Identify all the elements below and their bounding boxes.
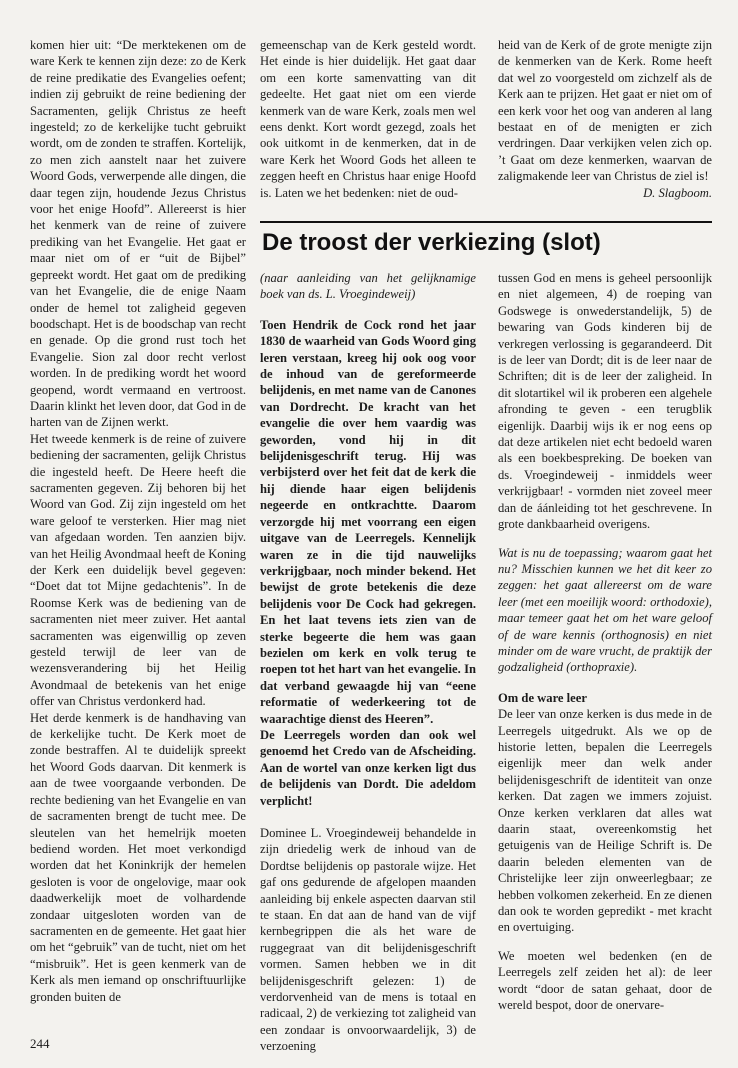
lead-paragraph-2: De Leerregels worden dan ook wel genoemd het Credo van de Afscheiding. Aan de wortel van onze kerken ligt dus de belijdenis van Dordt. Die adeldom verplicht! [260, 727, 476, 808]
paragraph-third-mark: Het derde kenmerk is de handhaving van de kerkelijke tucht. De Kerk moet de zonde bestraffen. Al te duidelijk spreekt het Woord Gods daarvan. Dit kenmerk is aan de twee voorgaande verbonden. De rechte bediening van het Evangelie en van de sacramenten brengt de tucht mee. De sleutelen van het hemelrijk moeten bediend worden. Het moet verkondigd worden dat het Koninkrijk der hemelen gesloten is voor de ongelovige, maar ook daadwerkelijk moet de volhardende zondaar uitgesloten worden van de sacramenten en de gemeente. Het gaat hier om het “gebruik” van de tucht, niet om het “misbruik”. Het is geen kenmerk van de Kerk als men iemand op onschriftuurlijke gronden buiten de [30, 710, 246, 1004]
previous-article-column-1 [30, 37, 246, 1005]
body-paragraph: Dominee L. Vroegindeweij behandelde in zijn driedelig werk de inhoud van de Dordtse belijdenis op pastorale wijze. Het gaf ons gedurende de afgelopen maanden aanleiding bij enkele aspecten daarvan stil te staan. En dat aan de hand van de vijf kernbegrippen die als het ware de ruggegraat van dit belijdenisgeschrift vormen. Samen hebben we in dit belijdenisgeschrift gelezen: 1) de verdorvenheid van de mens is totaal en radicaal, 2) de verkiezing tot zaligheid van een zondaar is onvoorwaardelijk, 3) de verzoening [260, 826, 476, 1054]
paragraph-marks-of-church: komen hier uit: “De merktekenen om de ware Kerk te kennen zijn deze: zo de Kerk de reine predikatie des Evangelies oefent; indien zij gebruikt de reine bediening der Sacramenten, gelijk Christus ze heeft ingesteld; zo de kerkelijke tucht gebruikt wordt, om de zonden te straffen. Kortelijk, zo men zich aanstelt naar het zuivere Woord Gods, verwerpende alle dingen, die daar tegen zijn, houdende Jezus Christus voor het enige Hoofd”. Allereerst is hier het kenmerk van de reine of zuivere prediking van het Evangelie. Het gaat er maar niet om of er “uit de Bijbel” gepreekt wordt. Het gaat om de prediking van het Evangelie, die de enige Naam onder de hemel tot zaligheid gegeven boodschapt. Het is de boodschap van recht en genade. Op die grond rust toch het Evangelie. Sion zal door recht verlost worden. In de prediking wordt het woord geopend, wordt vermaand en vertroost. Daarin klinkt het leven door, dat God in de harten van de Zijnen werkt. [30, 38, 246, 430]
paragraph-second-mark: Het tweede kenmerk is de reine of zuivere bediening der sacramenten, gelijk Christus die ingesteld heeft. De Heere heeft die sacramenten gegeven. Zij behoren bij het Woord van God. Zij zijn ingesteld om het ware geloof te versterken. Hier mag niet van afgedaan worden. Ten aanzien bijv. van het Heilig Avondmaal heeft de Koning der Kerk een duidelijk bevel gegeven: “Doet dat tot Mijne gedachtenis”. In de Roomse Kerk was de bediening van de sacramenten niet meer zuiver. Het aantal sacramenten was eigenwillig op zeven gesteld terwijl de leer van de wezensverandering bij het Heilig Avondmaal de betekenis van het enige offer van Christus verdonkerd had. [30, 431, 246, 709]
author-signature: D. Slagboom. [643, 185, 712, 200]
final-paragraph: We moeten wel bedenken (en de Leerregels zelf zeiden het al): de leer wordt “door de satan gehaat, door de wereld bespot, door de onervare- [498, 948, 712, 1013]
body-paragraph-continued: tussen God en mens is geheel persoonlijk en niet algemeen, 4) de roeping van Godswege is onwederstandelijk, 5) de bewaring van Gods kinderen bij de verkregen verlossing is gegarandeerd. Dit is de leer van Dordt; dit is de leer naar de Schriften; dit is de leer der zaligheid. In dit slotartikel wil ik proberen een algehele afronding te geven - een terugblik eigenlijk. Daarbij wijs ik er nog eens op dat deze artikelen niet echt bedoeld waren als een boekbespreking. De boeken van ds. Vroegindeweij - inmiddels weer verkrijgbaar! - vormden niet zoveel meer dan de áánleiding tot het geschrevene. In grote dankbaarheid overigens. [498, 271, 712, 532]
article-title: De troost der verkiezing (slot) [262, 229, 601, 256]
previous-article-column-2 [260, 37, 476, 201]
section-subheading: Om de ware leer [498, 690, 587, 705]
page-number: 244 [30, 1036, 50, 1051]
question-paragraph: Wat is nu de toepassing; waarom gaat het nu? Misschien kunnen we het dit keer zo zeggen: het gaat allereerst om de ware leer (met een moeilijk woord: orthodoxie), maar temeer gaat het om het ware geloof of de ware kennis (orthognosis) en niet minder om de ware vrucht, de praktijk der godzaligheid (orthopraxie). [498, 545, 712, 675]
paragraph-continuation: gemeenschap van de Kerk gesteld wordt. Het einde is hier duidelijk. Het gaat daar om een korte samenvatting van dit gedeelte. Het gaat niet om een vierde kenmerk van de ware Kerk, zoals men wel eens denkt. Kort wordt gezegd, zoals het ook uitkomt in de kenmerken, dat in de ware Kerk het Woord Gods het alleen te zeggen heeft en Christus haar enige Hoofd is. Laten we het bedenken: niet de oud- [260, 38, 476, 200]
section-divider [260, 221, 712, 223]
article-column-right [498, 270, 712, 1013]
section-paragraph: De leer van onze kerken is dus mede in de Leerregels uitgedrukt. Als we op de historie letten, bepalen die Leerregels eigenlijk meer dan welk ander belijdenisgeschrift de identiteit van onze kerken. Dat zagen we immers zojuist. Onze kerken verklaren dat alles wat daarin staat, overeenkomstig het getuigenis van de Heilige Schrift is. De daarin beleden elementen van de Christelijke leer zijn onweerlegbaar; ze hebben volkomen zekerheid. En ze dienen dan ook te worden gepredikt - met kracht en overtuiging. [498, 707, 712, 935]
paragraph-closing: heid van de Kerk of de grote menigte zijn de kenmerken van de Kerk. Rome heeft dat wel zo voorgesteld om zichzelf als de Kerk aan te prijzen. Het gaat er niet om of een kerk voor het oog van anderen al lang bestaat en of de menigten er zich verdringen. Daar verkijken velen zich op. ’t Gaat om deze kenmerken, waarvan de zaligmakende leer van Christus de ziel is! [498, 38, 712, 184]
article-intro: (naar aanleiding van het gelijknamige boek van ds. L. Vroegindeweij) [260, 271, 476, 302]
article-column-left [260, 270, 476, 1055]
previous-article-column-3 [498, 37, 712, 201]
lead-paragraph: Toen Hendrik de Cock rond het jaar 1830 de waarheid van Gods Woord ging leren verstaan, kreeg hij ook oog voor de inhoud van de gereformeerde belijdenis, en met name van de Canones van Dordrecht. De kracht van het evangelie die over hem vaardig was geworden, vond hij in dit belijdenisgeschrift terug. Hij was verbijsterd over het feit dat de kerk die hij diende haar eigen belijdenis negeerde en ontkrachtte. Daarom verzorgde hij met voorrang een eigen uitgave van de Leerregels. Kennelijk waren ze in die tijd nauwelijks verkrijgbaar, noch minder bekend. Het bewijst de grote betekenis die deze belijdenis voor De Cock had gekregen. En het laat tevens iets zien van de sterke begeerte die hem was gaan bezielen om kerk en volk terug te roepen tot het hart van het evangelie. In dat verband gewaagde hij van “eene reformatie of wederkeering tot de waarachtige dienst des Heeren”. [260, 317, 476, 726]
